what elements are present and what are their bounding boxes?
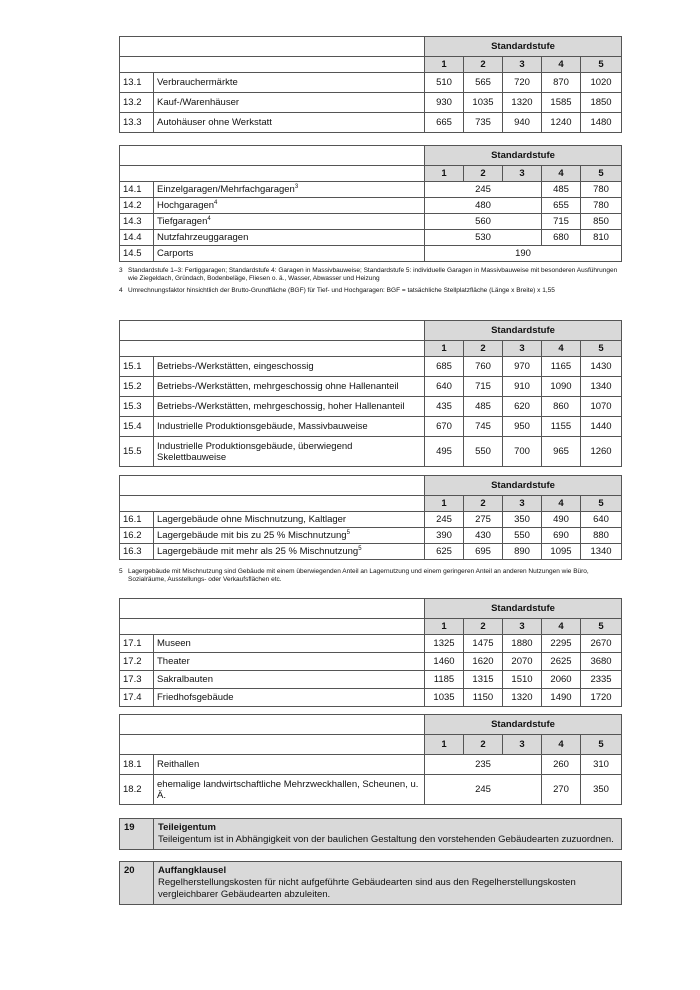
level-header: 4 — [542, 57, 581, 73]
row-label: Carports — [154, 246, 425, 262]
footnote-ref: 3 — [294, 183, 299, 190]
row-label: Industrielle Produktionsgebäude, überwiegend Skelettbauweise — [154, 437, 425, 467]
row-label: ehemalige landwirtschaftliche Mehrzweckhallen, Scheunen, u. Ä. — [154, 775, 425, 805]
level-header: 4 — [542, 341, 581, 357]
cell-value: 350 — [503, 512, 542, 528]
cell-value: 760 — [464, 357, 503, 377]
row-label: Kauf-/Warenhäuser — [154, 93, 425, 113]
table-16 — [119, 475, 622, 560]
cell-value: 2295 — [542, 635, 581, 653]
header-blank — [120, 496, 425, 512]
row-number: 16.3 — [120, 544, 154, 560]
cell-value: 640 — [425, 377, 464, 397]
cell-value: 480 — [425, 198, 542, 214]
cell-value: 970 — [503, 357, 542, 377]
row-number: 17.3 — [120, 671, 154, 689]
level-header: 3 — [503, 341, 542, 357]
cell-value: 1340 — [581, 544, 622, 560]
cell-value: 235 — [425, 755, 542, 775]
cell-value: 930 — [425, 93, 464, 113]
row-number: 14.2 — [120, 198, 154, 214]
level-header: 2 — [464, 735, 503, 755]
header-blank — [120, 715, 425, 735]
header-standardstufe: Standardstufe — [425, 715, 622, 735]
cell-value: 390 — [425, 528, 464, 544]
cell-value: 965 — [542, 437, 581, 467]
table-row — [120, 73, 622, 93]
level-header: 2 — [464, 619, 503, 635]
cell-value: 870 — [542, 73, 581, 93]
row-number: 15.5 — [120, 437, 154, 467]
footnote — [119, 568, 621, 584]
table-row — [120, 377, 622, 397]
table-row — [120, 512, 622, 528]
level-header: 2 — [464, 341, 503, 357]
cell-value: 850 — [581, 214, 622, 230]
cell-value: 1340 — [581, 377, 622, 397]
level-header: 3 — [503, 619, 542, 635]
level-header: 3 — [503, 735, 542, 755]
header-standardstufe: Standardstufe — [425, 146, 622, 166]
section-body — [154, 862, 622, 905]
header-blank — [120, 735, 425, 755]
cell-value: 1440 — [581, 417, 622, 437]
table-13 — [119, 36, 622, 133]
cell-value: 1155 — [542, 417, 581, 437]
section-19 — [119, 818, 622, 850]
row-number: 16.1 — [120, 512, 154, 528]
row-number: 16.2 — [120, 528, 154, 544]
cell-value: 1490 — [542, 689, 581, 707]
cell-value: 1020 — [581, 73, 622, 93]
level-header: 3 — [503, 496, 542, 512]
section-number: 20 — [120, 862, 154, 905]
table-row — [120, 214, 622, 230]
level-header: 2 — [464, 496, 503, 512]
row-label: Industrielle Produktionsgebäude, Massivbauweise — [154, 417, 425, 437]
section-body — [154, 819, 622, 850]
cell-value: 3680 — [581, 653, 622, 671]
header-standardstufe: Standardstufe — [425, 37, 622, 57]
footnote-mark: 5 — [119, 568, 123, 575]
cell-value: 1185 — [425, 671, 464, 689]
row-number: 13.2 — [120, 93, 154, 113]
table-row — [120, 653, 622, 671]
level-header: 1 — [425, 735, 464, 755]
cell-value: 1260 — [581, 437, 622, 467]
row-number: 14.4 — [120, 230, 154, 246]
row-label: Betriebs-/Werkstätten, mehrgeschossig ohne Hallenanteil — [154, 377, 425, 397]
header-standardstufe: Standardstufe — [425, 476, 622, 496]
row-number: 13.3 — [120, 113, 154, 133]
level-header: 2 — [464, 57, 503, 73]
cell-value: 890 — [503, 544, 542, 560]
level-header: 1 — [425, 496, 464, 512]
level-header: 5 — [581, 619, 622, 635]
row-number: 15.2 — [120, 377, 154, 397]
cell-value: 780 — [581, 198, 622, 214]
table-row — [120, 437, 622, 467]
cell-value: 1165 — [542, 357, 581, 377]
cell-value: 715 — [542, 214, 581, 230]
cell-value: 1850 — [581, 93, 622, 113]
row-number: 14.1 — [120, 182, 154, 198]
section-text: Teileigentum ist in Abhängigkeit von der baulichen Gestaltung den vorstehenden Gebäudearten zuzuordnen. — [158, 834, 614, 845]
level-header: 5 — [581, 735, 622, 755]
cell-value: 715 — [464, 377, 503, 397]
cell-value: 560 — [425, 214, 542, 230]
table-row — [120, 357, 622, 377]
footnote-mark: 4 — [119, 287, 123, 294]
cell-value: 700 — [503, 437, 542, 467]
row-label: Hochgaragen$^4$ — [154, 198, 425, 214]
cell-value: 430 — [464, 528, 503, 544]
table-17 — [119, 598, 622, 707]
header-blank — [120, 599, 425, 619]
row-number: 13.1 — [120, 73, 154, 93]
level-header: 5 — [581, 57, 622, 73]
level-header: 1 — [425, 57, 464, 73]
cell-value: 1315 — [464, 671, 503, 689]
row-number: 14.5 — [120, 246, 154, 262]
cell-value: 245 — [425, 512, 464, 528]
row-label: Betriebs-/Werkstätten, eingeschossig — [154, 357, 425, 377]
row-label: Theater — [154, 653, 425, 671]
cell-value: 350 — [581, 775, 622, 805]
cell-value: 695 — [464, 544, 503, 560]
footnote-text: Umrechnungsfaktor hinsichtlich der Brutto-Grundfläche (BGF) für Tief- und Hochgaragen: BGF = tatsächliche Stellplatzfläche (Länge x Breite) x 1,55 — [128, 287, 555, 294]
level-header: 5 — [581, 341, 622, 357]
level-header: 1 — [425, 619, 464, 635]
table-row — [120, 198, 622, 214]
cell-value: 310 — [581, 755, 622, 775]
row-label: Lagergebäude mit mehr als 25 % Mischnutzung$^5$ — [154, 544, 425, 560]
row-label: Friedhofsgebäude — [154, 689, 425, 707]
cell-value: 670 — [425, 417, 464, 437]
row-number: 15.1 — [120, 357, 154, 377]
level-header: 4 — [542, 735, 581, 755]
cell-value: 2670 — [581, 635, 622, 653]
cell-value: 2335 — [581, 671, 622, 689]
cell-value: 1480 — [581, 113, 622, 133]
cell-value: 490 — [542, 512, 581, 528]
cell-value: 655 — [542, 198, 581, 214]
cell-value: 1430 — [581, 357, 622, 377]
header-blank — [120, 166, 425, 182]
table-18 — [119, 714, 622, 805]
row-number: 14.3 — [120, 214, 154, 230]
cell-value: 620 — [503, 397, 542, 417]
header-blank — [120, 321, 425, 341]
cell-value: 2070 — [503, 653, 542, 671]
table-row — [120, 93, 622, 113]
level-header: 3 — [503, 57, 542, 73]
cell-value: 245 — [425, 775, 542, 805]
cell-value: 720 — [503, 73, 542, 93]
row-label: Nutzfahrzeuggaragen — [154, 230, 425, 246]
table-row — [120, 246, 622, 262]
cell-value: 625 — [425, 544, 464, 560]
level-header: 1 — [425, 341, 464, 357]
cell-value: 690 — [542, 528, 581, 544]
cell-value: 665 — [425, 113, 464, 133]
cell-value: 1475 — [464, 635, 503, 653]
table-row — [120, 113, 622, 133]
cell-value: 190 — [425, 246, 622, 262]
cell-value: 550 — [464, 437, 503, 467]
header-standardstufe: Standardstufe — [425, 599, 622, 619]
section-text: Regelherstellungskosten für nicht aufgeführte Gebäudearten sind aus den Regelherstellungskosten vergleichbarer Gebäudearten abzuleiten. — [158, 877, 576, 900]
level-header: 3 — [503, 166, 542, 182]
cell-value: 1325 — [425, 635, 464, 653]
footnote-mark: 3 — [119, 267, 123, 274]
cell-value: 680 — [542, 230, 581, 246]
footnote-text: Lagergebäude mit Mischnutzung sind Gebäude mit einem überwiegenden Anteil an Lagernutzung und einem geringeren Anteil an anderen Nutzungen wie Büro, Sozialräume, Ausstellungs- oder Verkaufsflächen etc. — [128, 568, 589, 583]
section-number: 19 — [120, 819, 154, 850]
cell-value: 640 — [581, 512, 622, 528]
table-row — [120, 417, 622, 437]
row-label: Reithallen — [154, 755, 425, 775]
cell-value: 810 — [581, 230, 622, 246]
cell-value: 485 — [464, 397, 503, 417]
row-number: 17.4 — [120, 689, 154, 707]
section-title: Teileigentum — [158, 822, 216, 833]
cell-value: 485 — [542, 182, 581, 198]
table-row — [120, 671, 622, 689]
row-label: Sakralbauten — [154, 671, 425, 689]
cell-value: 1510 — [503, 671, 542, 689]
table-row — [120, 775, 622, 805]
cell-value: 510 — [425, 73, 464, 93]
header-blank — [120, 37, 425, 57]
table-row — [120, 397, 622, 417]
section-20 — [119, 861, 622, 905]
level-header: 1 — [425, 166, 464, 182]
cell-value: 1620 — [464, 653, 503, 671]
footnote-ref: 5 — [358, 545, 362, 552]
cell-value: 435 — [425, 397, 464, 417]
table-row — [120, 544, 622, 560]
cell-value: 1070 — [581, 397, 622, 417]
level-header: 5 — [581, 166, 622, 182]
table-row — [120, 230, 622, 246]
cell-value: 880 — [581, 528, 622, 544]
header-blank — [120, 476, 425, 496]
footnote-ref: 4 — [214, 199, 218, 206]
cell-value: 550 — [503, 528, 542, 544]
header-standardstufe: Standardstufe — [425, 321, 622, 341]
row-label: Betriebs-/Werkstätten, mehrgeschossig, hoher Hallenanteil — [154, 397, 425, 417]
row-number: 17.1 — [120, 635, 154, 653]
table-row — [120, 689, 622, 707]
row-label: Lagergebäude mit bis zu 25 % Mischnutzung$^5$ — [154, 528, 425, 544]
cell-value: 1880 — [503, 635, 542, 653]
row-label: Verbrauchermärkte — [154, 73, 425, 93]
table-15 — [119, 320, 622, 467]
table-row — [120, 635, 622, 653]
header-blank — [120, 57, 425, 73]
cell-value: 780 — [581, 182, 622, 198]
cell-value: 530 — [425, 230, 542, 246]
cell-value: 1320 — [503, 93, 542, 113]
cell-value: 1035 — [425, 689, 464, 707]
cell-value: 1150 — [464, 689, 503, 707]
row-label: Lagergebäude ohne Mischnutzung, Kaltlager — [154, 512, 425, 528]
row-label: Einzelgaragen/Mehrfachgaragen$^3$ — [154, 182, 425, 198]
footnote-ref: 4 — [207, 215, 211, 222]
row-number: 17.2 — [120, 653, 154, 671]
footnote — [119, 267, 621, 283]
cell-value: 910 — [503, 377, 542, 397]
cell-value: 1095 — [542, 544, 581, 560]
cell-value: 745 — [464, 417, 503, 437]
footnote-text: Standardstufe 1–3: Fertiggaragen; Standardstufe 4: Garagen in Massivbauweise; Standardstufe 5: individuelle Garagen in Massivbauweise mit besonderen Ausführungen wie Ziegeldach, Gründach, Bodenbeläge, Fliesen o. ä., Wasser, Abwasser und Heizung — [128, 267, 618, 282]
level-header: 2 — [464, 166, 503, 182]
cell-value: 1320 — [503, 689, 542, 707]
row-number: 15.4 — [120, 417, 154, 437]
cell-value: 735 — [464, 113, 503, 133]
cell-value: 1585 — [542, 93, 581, 113]
cell-value: 940 — [503, 113, 542, 133]
header-blank — [120, 341, 425, 357]
cell-value: 950 — [503, 417, 542, 437]
cell-value: 2625 — [542, 653, 581, 671]
cell-value: 260 — [542, 755, 581, 775]
table-row — [120, 528, 622, 544]
cell-value: 1240 — [542, 113, 581, 133]
table-row — [120, 182, 622, 198]
header-blank — [120, 146, 425, 166]
table-row — [120, 755, 622, 775]
header-blank — [120, 619, 425, 635]
cell-value: 1035 — [464, 93, 503, 113]
cell-value: 1090 — [542, 377, 581, 397]
row-label: Tiefgaragen$^4$ — [154, 214, 425, 230]
row-label: Museen — [154, 635, 425, 653]
level-header: 5 — [581, 496, 622, 512]
footnote-ref: 5 — [346, 529, 350, 536]
cell-value: 270 — [542, 775, 581, 805]
row-number: 15.3 — [120, 397, 154, 417]
section-title: Auffangklausel — [158, 865, 227, 876]
level-header: 4 — [542, 496, 581, 512]
cell-value: 245 — [425, 182, 542, 198]
cell-value: 1720 — [581, 689, 622, 707]
level-header: 4 — [542, 166, 581, 182]
cell-value: 685 — [425, 357, 464, 377]
table-14 — [119, 145, 622, 262]
cell-value: 565 — [464, 73, 503, 93]
row-number: 18.1 — [120, 755, 154, 775]
cell-value: 2060 — [542, 671, 581, 689]
row-label: Autohäuser ohne Werkstatt — [154, 113, 425, 133]
cell-value: 495 — [425, 437, 464, 467]
cell-value: 860 — [542, 397, 581, 417]
row-number: 18.2 — [120, 775, 154, 805]
footnote — [119, 287, 621, 295]
cell-value: 1460 — [425, 653, 464, 671]
level-header: 4 — [542, 619, 581, 635]
cell-value: 275 — [464, 512, 503, 528]
